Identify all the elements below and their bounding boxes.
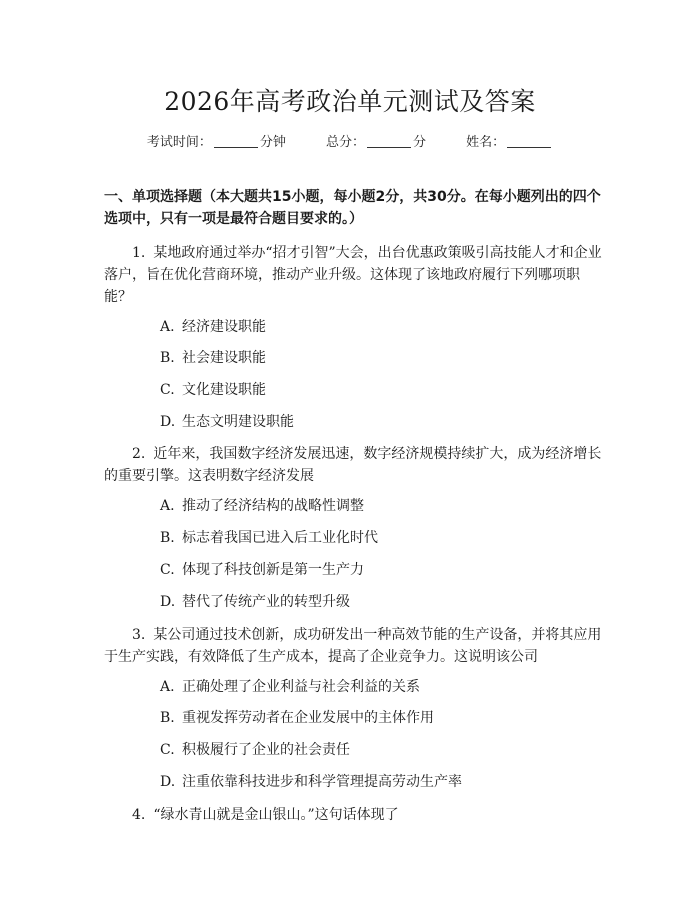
option-2a [160,496,364,516]
option-letter: A. [160,679,175,695]
question-stem: “绿水青山就是金山银山。”这句话体现了 [153,807,399,823]
option-letter: D. [160,774,176,790]
time-blank [214,135,258,148]
question-number: 1. [132,245,146,261]
time-label: 考试时间： [146,135,212,150]
option-text: 经济建设职能 [182,319,266,335]
option-letter: C. [160,382,175,398]
option-letter: B. [160,350,175,366]
score-blank [367,135,411,148]
question-number: 2. [132,446,146,462]
option-text: 注重依靠科技进步和科学管理提高劳动生产率 [182,774,462,790]
option-letter: D. [160,594,176,610]
question-1 [104,242,604,308]
option-text: 文化建设职能 [182,382,266,398]
option-text: 标志着我国已进入后工业化时代 [182,530,378,546]
question-2 [104,443,604,487]
exam-meta [0,131,700,150]
question-number: 3. [132,627,146,643]
option-text: 重视发挥劳动者在企业发展中的主体作用 [182,710,434,726]
question-number: 4. [132,807,146,823]
option-3c [160,740,350,760]
option-letter: C. [160,562,175,578]
score-label: 总分： [325,135,365,150]
question-4 [104,804,604,826]
option-1c [160,380,266,400]
option-letter: A. [160,498,175,514]
question-stem: 某公司通过技术创新，成功研发出一种高效节能的生产设备，并将其应用于生产实践，有效降低了生产成本，提高了企业竞争力。这说明该公司 [104,627,602,665]
option-letter: D. [160,414,176,430]
option-text: 体现了科技创新是第一生产力 [182,562,364,578]
option-1a [160,317,266,337]
option-1b [160,348,266,368]
name-blank [507,135,551,148]
score-unit: 分 [413,135,427,150]
option-text: 正确处理了企业利益与社会利益的关系 [182,679,420,695]
option-text: 推动了经济结构的战略性调整 [182,498,364,514]
total-score [326,135,426,150]
exam-time [147,135,286,150]
option-3a [160,677,420,697]
page-title: 2026年高考政治单元测试及答案 [164,87,536,116]
option-letter: B. [160,710,175,726]
section-heading: 一、单项选择题（本大题共15小题，每小题2分，共30分。在每小题列出的四个选项中，只有一项是最符合题目要求的。） [104,189,601,227]
time-unit: 分钟 [259,135,286,150]
option-2b [160,528,378,548]
option-2d [160,592,350,612]
option-text: 生态文明建设职能 [182,414,294,430]
student-name [466,135,553,150]
option-3b [160,708,434,728]
question-stem: 某地政府通过举办“招才引智”大会，出台优惠政策吸引高技能人才和企业落户，旨在优化营商环境，推动产业升级。这体现了该地政府履行下列哪项职能？ [104,245,602,305]
option-letter: A. [160,319,175,335]
option-2c [160,560,364,580]
option-letter: B. [160,530,175,546]
option-text: 社会建设职能 [182,350,266,366]
option-3d [160,772,462,792]
option-text: 积极履行了企业的社会责任 [182,742,350,758]
question-stem: 近年来，我国数字经济发展迅速，数字经济规模持续扩大，成为经济增长的重要引擎。这表明数字经济发展 [104,446,602,484]
name-label: 姓名： [466,135,506,150]
option-letter: C. [160,742,175,758]
option-text: 替代了传统产业的转型升级 [182,594,350,610]
option-1d [160,412,294,432]
question-3 [104,624,604,668]
